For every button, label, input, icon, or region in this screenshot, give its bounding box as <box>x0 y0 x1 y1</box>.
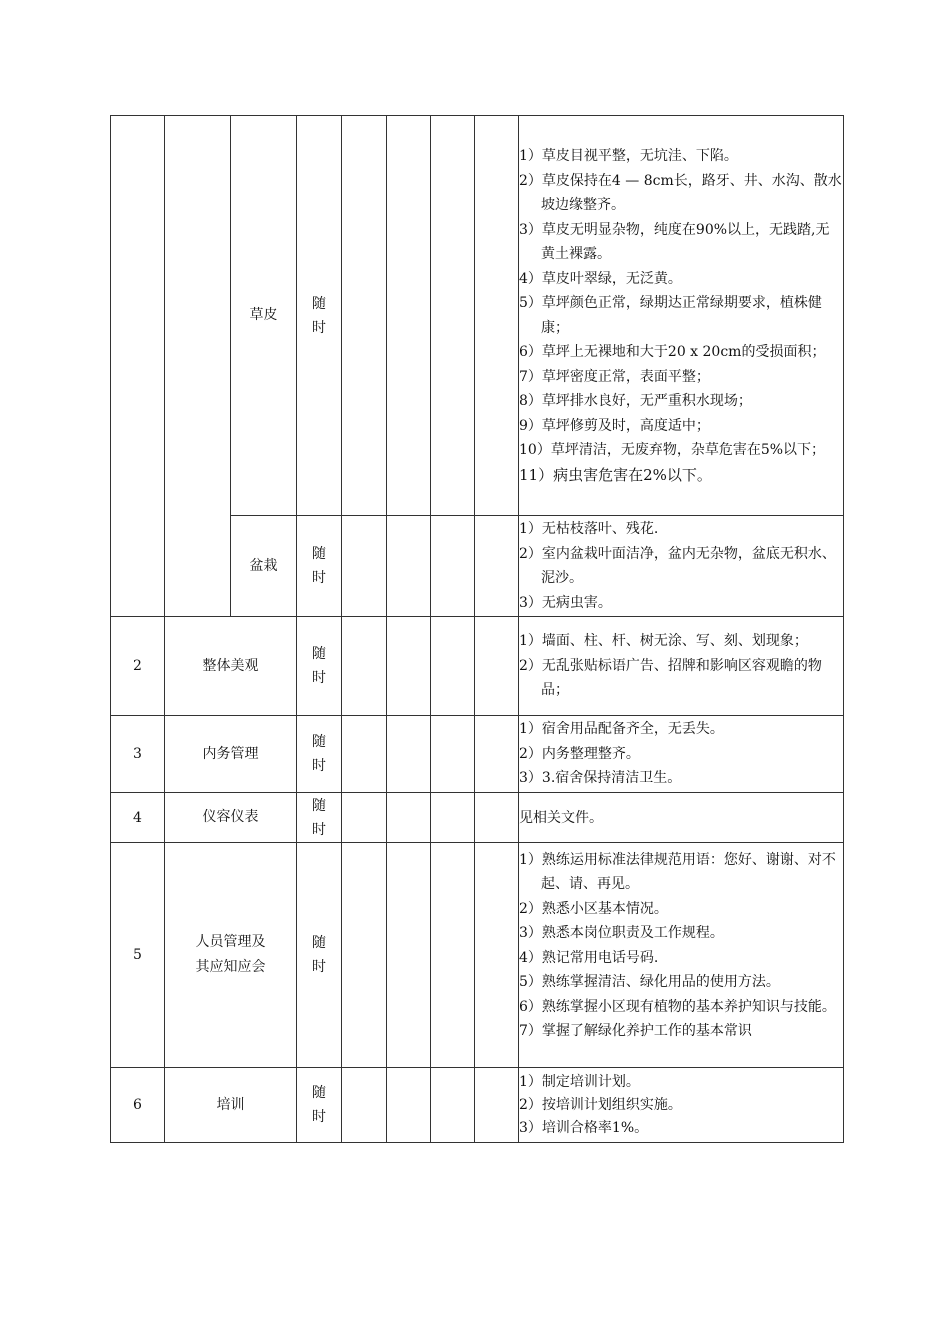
frequency-char: 随 <box>312 935 326 951</box>
empty-cell <box>342 116 387 516</box>
list-item: 3）无病虫害。 <box>519 594 612 611</box>
item-name-personnel <box>165 843 297 1068</box>
list-item: 1）熟练运用标准法律规范用语：您好、谢谢、对不起、请、再见。 <box>519 851 836 892</box>
empty-cell <box>387 793 431 843</box>
empty-cell <box>475 793 519 843</box>
list-item: 1）宿舍用品配备齐全，无丢失。 <box>519 721 724 738</box>
empty-cell <box>387 843 431 1068</box>
standard-cell <box>519 716 844 793</box>
standard-cell <box>519 116 844 516</box>
list-item: 10）草坪清洁，无废弃物，杂草危害在5%以下； <box>519 442 826 458</box>
standard-list <box>519 144 843 487</box>
list-item: 1）无枯枝落叶、残花. <box>519 521 659 537</box>
empty-cell <box>387 116 431 516</box>
frequency-char: 随 <box>312 546 326 562</box>
frequency-char: 随 <box>312 797 326 814</box>
frequency-char: 时 <box>312 758 326 774</box>
row-number: 6 <box>111 1068 165 1143</box>
empty-cell <box>387 1068 431 1143</box>
frequency-char: 时 <box>312 319 326 336</box>
standard-cell <box>519 1068 844 1143</box>
row-number: 4 <box>111 793 165 843</box>
empty-cell <box>475 843 519 1068</box>
empty-cell <box>475 516 519 617</box>
list-item: 11）病虫害危害在2%以下。 <box>519 465 712 484</box>
list-item: 7）掌握了解绿化养护工作的基本常识 <box>519 1023 752 1039</box>
item-name-training: 培训 <box>165 1068 297 1143</box>
empty-cell <box>431 516 475 617</box>
empty-cell <box>342 516 387 617</box>
empty-cell <box>431 617 475 716</box>
frequency-cell <box>297 1068 342 1143</box>
frequency-cell <box>297 843 342 1068</box>
standard-cell <box>519 516 844 617</box>
standard-list <box>519 629 843 703</box>
empty-cell <box>342 793 387 843</box>
empty-cell <box>475 716 519 793</box>
empty-cell <box>431 716 475 793</box>
frequency-cell <box>297 793 342 843</box>
list-item: 7）草坪密度正常，表面平整； <box>519 368 710 385</box>
list-item: 1）制定培训计划。 <box>519 1073 640 1090</box>
table-row-appearance <box>111 617 844 716</box>
standard-cell <box>519 793 844 843</box>
list-item: 2）按培训计划组织实施。 <box>519 1096 682 1113</box>
standard-cell <box>519 843 844 1068</box>
item-name-line: 人员管理及 <box>195 934 266 950</box>
frequency-char: 时 <box>312 570 326 586</box>
frequency-char: 随 <box>312 295 326 312</box>
item-name-grass: 草皮 <box>231 116 297 516</box>
list-item: 3）3.宿舍保持清洁卫生。 <box>519 770 682 787</box>
list-item: 4）草皮叶翠绿，无泛黄。 <box>519 270 682 287</box>
frequency-char: 时 <box>312 670 326 686</box>
category-cell-empty <box>165 116 231 617</box>
empty-cell <box>475 116 519 516</box>
list-item: 2）无乱张贴标语广告、招牌和影响区容观瞻的物品； <box>519 657 822 699</box>
list-item: 5）草坪颜色正常，绿期达正常绿期要求，植株健康； <box>519 295 822 336</box>
standard-text: 见相关文件。 <box>519 809 603 826</box>
empty-cell <box>431 1068 475 1143</box>
frequency-char: 随 <box>312 1085 326 1101</box>
list-item: 6）草坪上无裸地和大于20 x 20cm的受损面积； <box>519 344 826 360</box>
list-item: 3）草皮无明显杂物，纯度在90%以上，无践踏,无黄土裸露。 <box>519 221 830 262</box>
standards-table <box>110 115 844 1143</box>
empty-cell <box>342 716 387 793</box>
frequency-cell <box>297 516 342 617</box>
standard-list <box>519 517 843 615</box>
frequency-cell <box>297 116 342 516</box>
table-row-grass <box>111 116 844 516</box>
item-name-grooming: 仪容仪表 <box>165 793 297 843</box>
list-item: 2）室内盆栽叶面洁净，盆内无杂物，盆底无积水、泥沙。 <box>519 545 836 586</box>
row-number: 5 <box>111 843 165 1068</box>
num-cell-empty <box>111 116 165 617</box>
list-item: 1）墙面、柱、杆、树无涂、写、刻、划现象； <box>519 633 808 650</box>
item-name-appearance: 整体美观 <box>165 617 297 716</box>
empty-cell <box>342 617 387 716</box>
standard-clip <box>519 845 843 1066</box>
empty-cell <box>387 516 431 617</box>
item-name-housekeeping: 内务管理 <box>165 716 297 793</box>
frequency-char: 时 <box>312 959 326 975</box>
list-item: 6）熟练掌握小区现有植物的基本养护知识与技能。 <box>519 998 836 1015</box>
list-item: 4）熟记常用电话号码. <box>519 949 659 966</box>
list-item: 5）熟练掌握清洁、绿化用品的使用方法。 <box>519 974 780 990</box>
table-row-personnel <box>111 843 844 1068</box>
frequency-char: 时 <box>312 821 326 838</box>
frequency-char: 时 <box>312 1109 326 1125</box>
empty-cell <box>342 1068 387 1143</box>
empty-cell <box>431 793 475 843</box>
list-item: 2）内务整理整齐。 <box>519 745 640 762</box>
table-row-grooming <box>111 793 844 843</box>
list-item: 3）熟悉本岗位职责及工作规程。 <box>519 925 724 941</box>
frequency-cell <box>297 617 342 716</box>
frequency-char: 随 <box>312 646 326 662</box>
empty-cell <box>475 617 519 716</box>
frequency-char: 随 <box>312 734 326 750</box>
frequency-cell <box>297 716 342 793</box>
list-item: 1）草皮目视平整，无坑洼、下陷。 <box>519 148 738 164</box>
empty-cell <box>342 843 387 1068</box>
list-item: 9）草坪修剪及时，高度适中； <box>519 417 710 434</box>
standard-list <box>519 717 843 791</box>
list-item: 2）草皮保持在4 — 8cm长，路牙、井、水沟、散水坡边缘整齐。 <box>519 172 842 213</box>
row-number: 2 <box>111 617 165 716</box>
item-name-line: 其应知应会 <box>195 959 266 975</box>
standard-list <box>519 845 843 1044</box>
empty-cell <box>387 617 431 716</box>
standard-cell <box>519 617 844 716</box>
list-item: 2）熟悉小区基本情况。 <box>519 900 668 917</box>
list-item: 8）草坪排水良好，无严重积水现场； <box>519 393 752 409</box>
list-item: 3）培训合格率1%。 <box>519 1119 649 1136</box>
empty-cell <box>431 116 475 516</box>
empty-cell <box>475 1068 519 1143</box>
empty-cell <box>387 716 431 793</box>
table-row-housekeeping <box>111 716 844 793</box>
row-number: 3 <box>111 716 165 793</box>
standard-list <box>519 1071 843 1140</box>
item-name-potted: 盆栽 <box>231 516 297 617</box>
empty-cell <box>431 843 475 1068</box>
table-row-training <box>111 1068 844 1143</box>
